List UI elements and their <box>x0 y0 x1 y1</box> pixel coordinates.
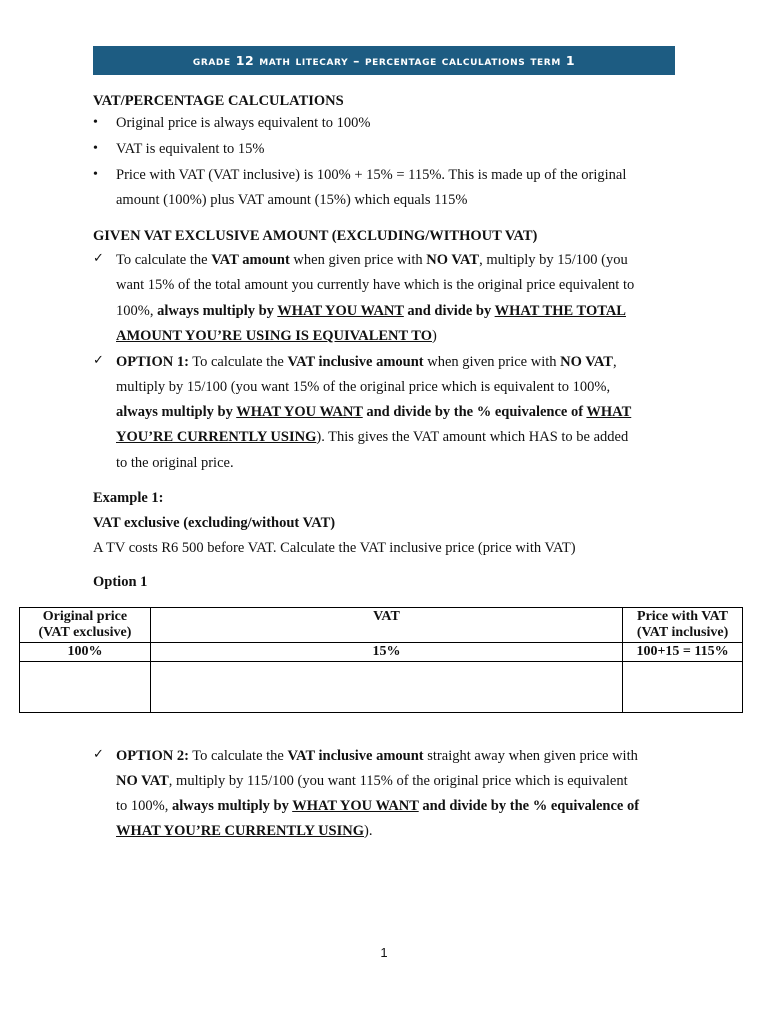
page-banner: grade 12 math litecary – percentage calculations term 1 <box>93 46 675 75</box>
bullet-icon: • <box>93 141 98 156</box>
bullet-text: amount (100%) plus VAT amount (15%) which equals 115% <box>116 192 468 208</box>
item1-line3: 100%, always multiply by WHAT YOU WANT and divide by WHAT THE TOTAL <box>116 303 626 319</box>
option2-line2: NO VAT, multiply by 115/100 (you want 115% of the original price which is equivalent <box>116 773 628 789</box>
table-row <box>20 643 743 662</box>
item2-line5: to the original price. <box>116 455 234 471</box>
item2-line4: YOU’RE CURRENTLY USING). This gives the VAT amount which HAS to be added <box>116 429 629 445</box>
bullet-icon: • <box>93 167 98 182</box>
item2-line2: multiply by 15/100 (you want 15% of the original price which is equivalent to 100%, <box>116 379 611 395</box>
example-title: Example 1: <box>93 490 164 506</box>
option-label: Option 1 <box>93 574 148 590</box>
section-heading-exclusive: GIVEN VAT EXCLUSIVE AMOUNT (EXCLUDING/WITHOUT VAT) <box>93 228 538 244</box>
table-cell <box>623 662 743 713</box>
table-header-cell: Price with VAT (VAT inclusive) <box>623 608 743 643</box>
option2-line3: to 100%, always multiply by WHAT YOU WANT and divide by the % equivalence of <box>116 798 640 814</box>
bullet-icon: • <box>93 115 98 130</box>
bullet-text: Original price is always equivalent to 100% <box>116 115 371 131</box>
item2-line1: OPTION 1: To calculate the VAT inclusive amount when given price with NO VAT, <box>116 354 617 370</box>
item1-line4: AMOUNT YOU’RE USING IS EQUIVALENT TO) <box>116 328 437 344</box>
item2-line3: always multiply by WHAT YOU WANT and divide by the % equivalence of WHAT <box>116 404 632 420</box>
page-number: 1 <box>380 945 388 960</box>
table-header-cell: VAT <box>150 608 622 643</box>
example-subtitle: VAT exclusive (excluding/without VAT) <box>93 515 336 531</box>
section-heading-vat: VAT/PERCENTAGE CALCULATIONS <box>93 93 344 109</box>
checkmark-icon: ✓ <box>93 747 104 762</box>
vat-table <box>19 607 743 713</box>
example-text: A TV costs R6 500 before VAT. Calculate the VAT inclusive price (price with VAT) <box>93 540 576 556</box>
table-header-row <box>20 608 743 643</box>
item1-line2: want 15% of the total amount you currently have which is the original price equivalent to <box>116 277 635 293</box>
bullet-text: Price with VAT (VAT inclusive) is 100% + 15% = 115%. This is made up of the original <box>116 167 627 183</box>
table-cell: 100% <box>20 643 151 662</box>
table-cell <box>150 662 622 713</box>
table-header-cell: Original price (VAT exclusive) <box>20 608 151 643</box>
table-cell: 100+15 = 115% <box>623 643 743 662</box>
bullet-text: VAT is equivalent to 15% <box>116 141 265 157</box>
table-cell <box>20 662 151 713</box>
item1-line1: To calculate the VAT amount when given price with NO VAT, multiply by 15/100 (you <box>116 252 628 268</box>
option2-line1: OPTION 2: To calculate the VAT inclusive amount straight away when given price with <box>116 748 638 764</box>
checkmark-icon: ✓ <box>93 251 104 266</box>
table-cell: 15% <box>150 643 622 662</box>
table-row <box>20 662 743 713</box>
option2-line4: WHAT YOU’RE CURRENTLY USING). <box>116 823 373 839</box>
checkmark-icon: ✓ <box>93 353 104 368</box>
